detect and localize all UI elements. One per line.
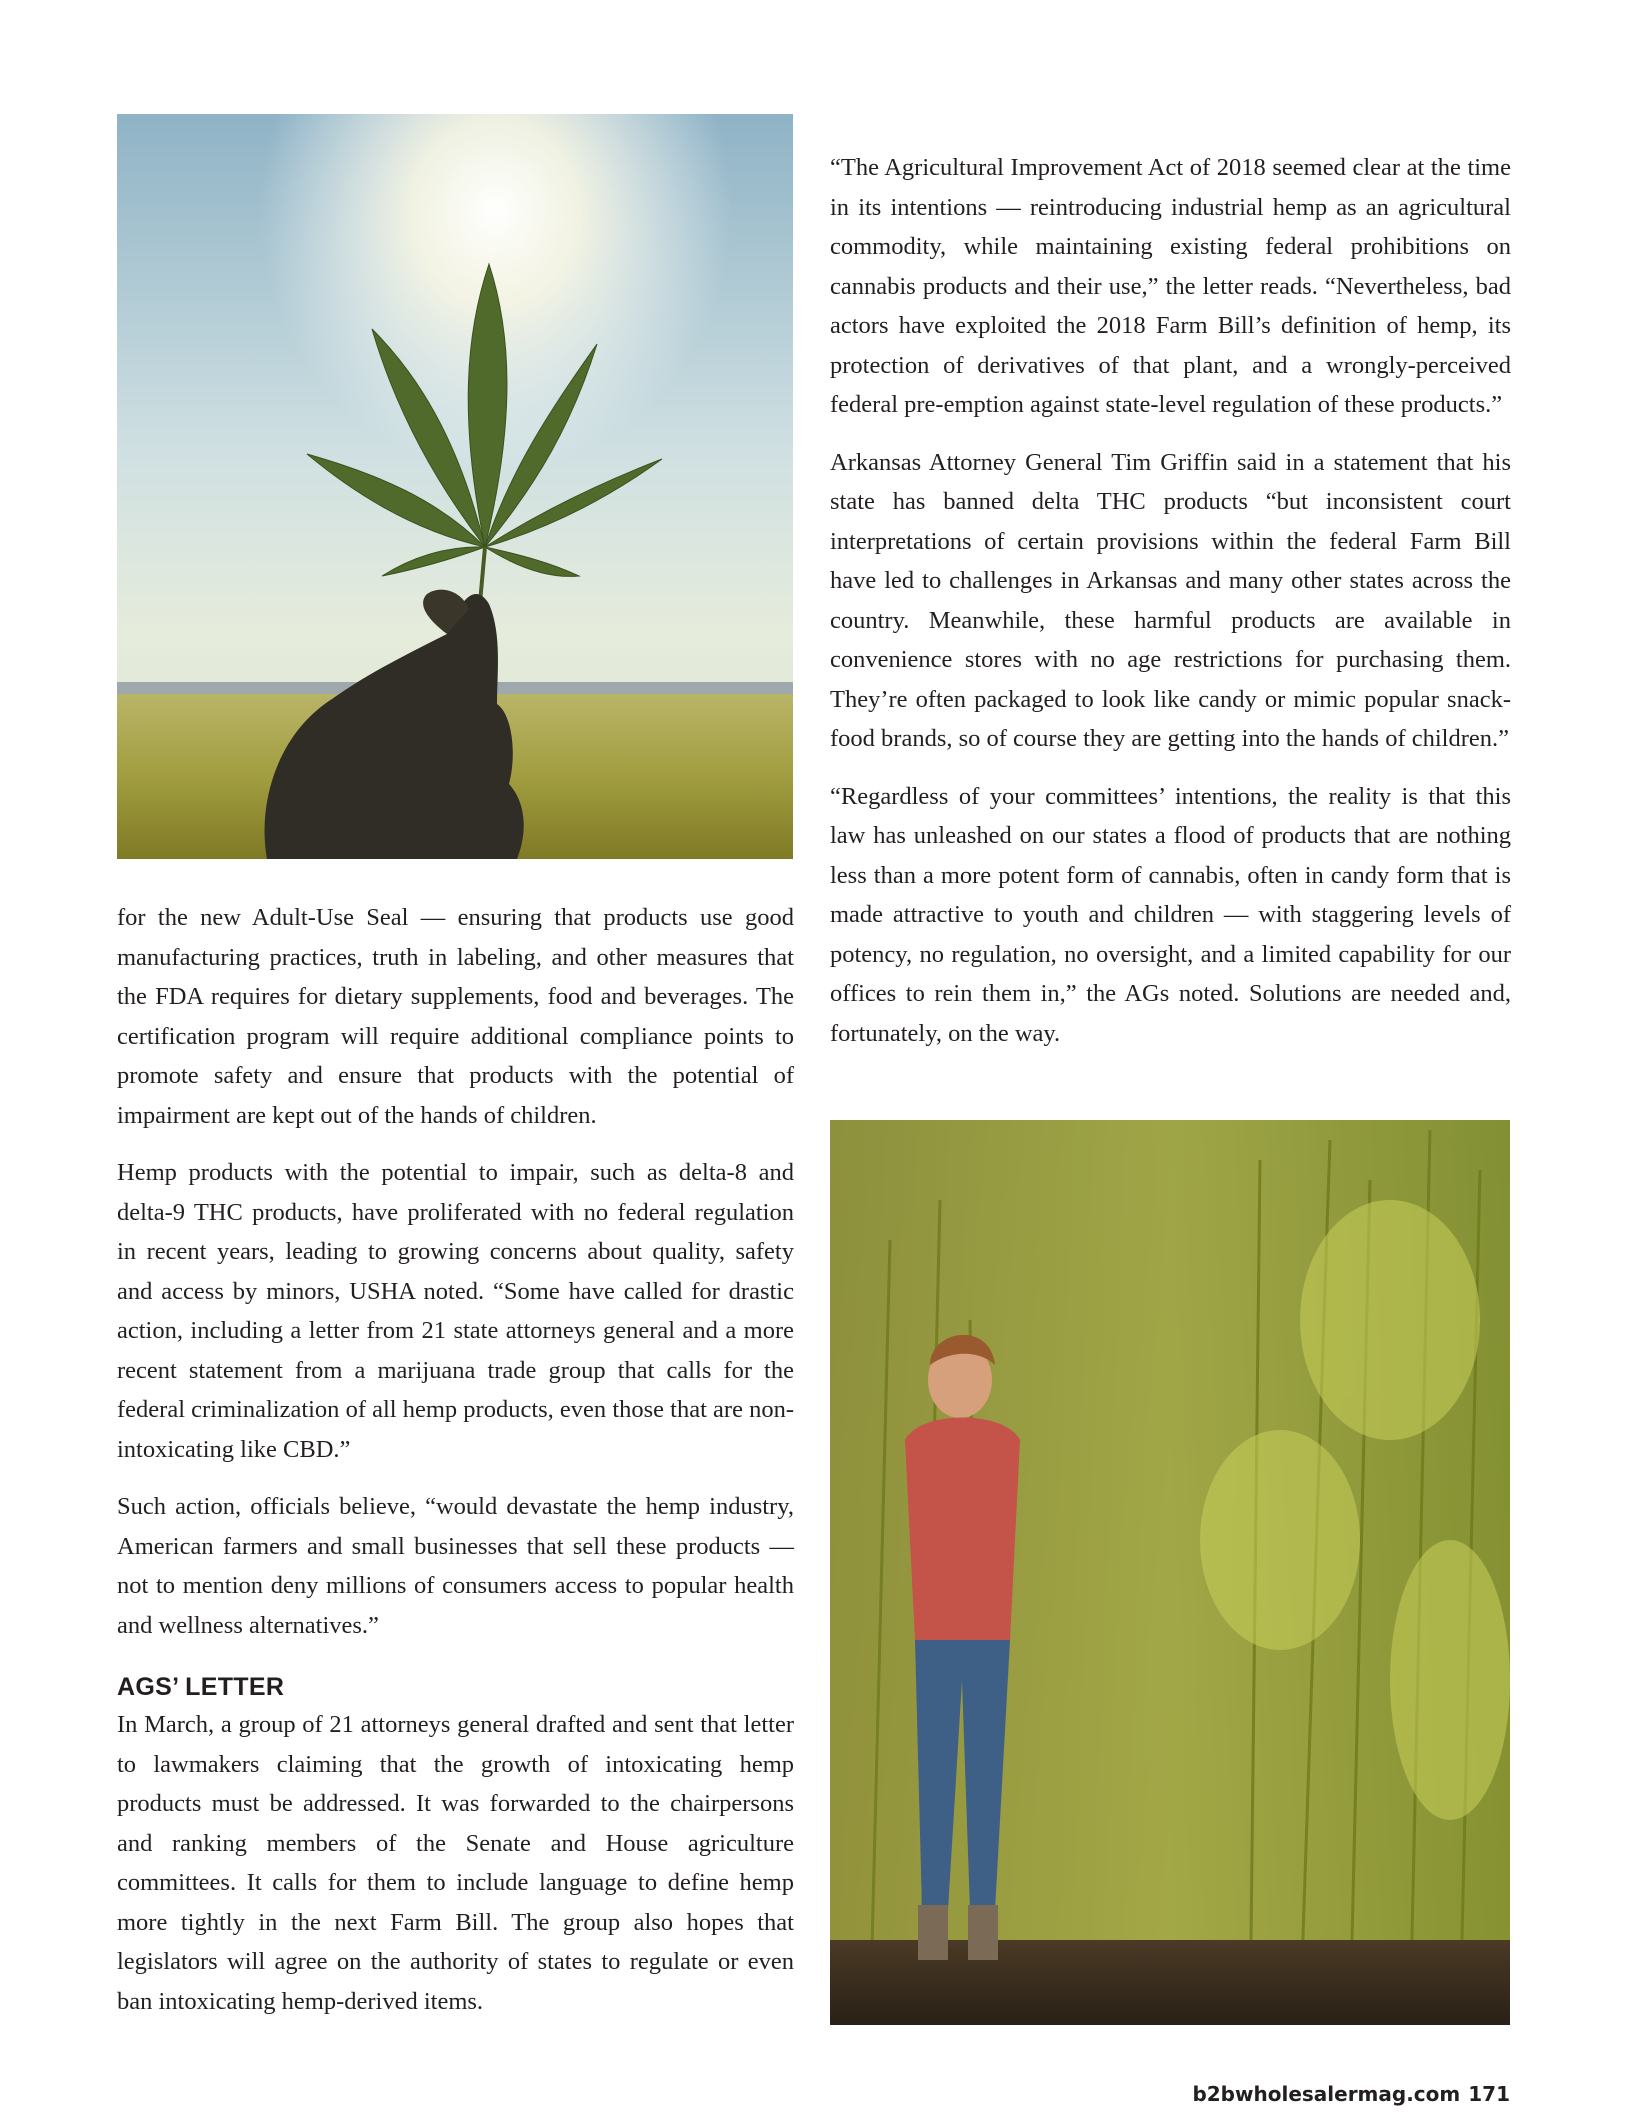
body-paragraph: “The Agricultural Improvement Act of 2018 seemed clear at the time in its intentions — reintroducing industrial hemp as an agricultural commodity, while maintaining existing federal prohibitions on cannabis products and their use,” the letter reads. “Nevertheless, bad actors have exploited the 2018 Farm Bill’s definition of hemp, its protection of derivatives of that plant, and a wrongly-perceived federal pre-emption against state-level regulation of these products.” bbox=[830, 154, 1511, 418]
left-text-column bbox=[117, 898, 794, 2039]
hemp-field-photo bbox=[830, 1120, 1510, 2025]
page-number: 171 bbox=[1468, 2082, 1510, 2106]
body-paragraph: Such action, officials believe, “would devastate the hemp industry, American farmers and small businesses that sell these products — not to mention deny millions of consumers access to popular health and wellness alternatives.” bbox=[117, 1493, 794, 1639]
footer-site: b2bwholesalermag.com bbox=[1192, 2082, 1461, 2106]
body-paragraph: for the new Adult-Use Seal — ensuring that products use good manufacturing practices, truth in labeling, and other measures that the FDA requires for dietary supplements, food and beverages. The certification program will require additional compliance points to promote safety and ensure that products with the potential of impairment are kept out of the hands of children. bbox=[117, 904, 794, 1129]
hemp-leaf-photo bbox=[117, 114, 793, 859]
right-text-column bbox=[830, 148, 1511, 1071]
body-paragraph: In March, a group of 21 attorneys general drafted and sent that letter to lawmakers claiming that the growth of intoxicating hemp products must be addressed. It was forwarded to the chairpersons and ranking members of the Senate and House agriculture committees. It calls for them to include language to define hemp more tightly in the next Farm Bill. The group also hopes that legislators will agree on the authority of states to regulate or even ban intoxicating hemp-derived items. bbox=[117, 1711, 794, 2015]
section-subhead: AGS’ LETTER bbox=[117, 1673, 285, 1701]
body-paragraph: Hemp products with the potential to impair, such as delta-8 and delta-9 THC products, have proliferated with no federal regulation in recent years, leading to growing concerns about quality, safety and access by minors, USHA noted. “Some have called for drastic action, including a letter from 21 state attorneys general and a more recent statement from a marijuana trade group that calls for the federal criminalization of all hemp products, even those that are non-intoxicating like CBD.” bbox=[117, 1159, 794, 1463]
body-paragraph: Arkansas Attorney General Tim Griffin said in a statement that his state has banned delta THC products “but inconsistent court interpretations of certain provisions within the federal Farm Bill have led to challenges in Arkansas and many other states across the country. Meanwhile, these harmful products are available in convenience stores with no age restrictions for purchasing them. They’re often packaged to look like candy or mimic popular snack-food brands, so of course they are getting into the hands of children.” bbox=[830, 448, 1511, 752]
body-paragraph: “Regardless of your committees’ intentions, the reality is that this law has unleashed on our states a flood of products that are nothing less than a more potent form of cannabis, often in candy form that is made attractive to youth and children — with staggering levels of potency, no regulation, no oversight, and a limited capability for our offices to rein them in,” the AGs noted. Solutions are needed and, fortunately, on the way. bbox=[830, 782, 1511, 1047]
page-footer bbox=[1192, 2082, 1510, 2106]
